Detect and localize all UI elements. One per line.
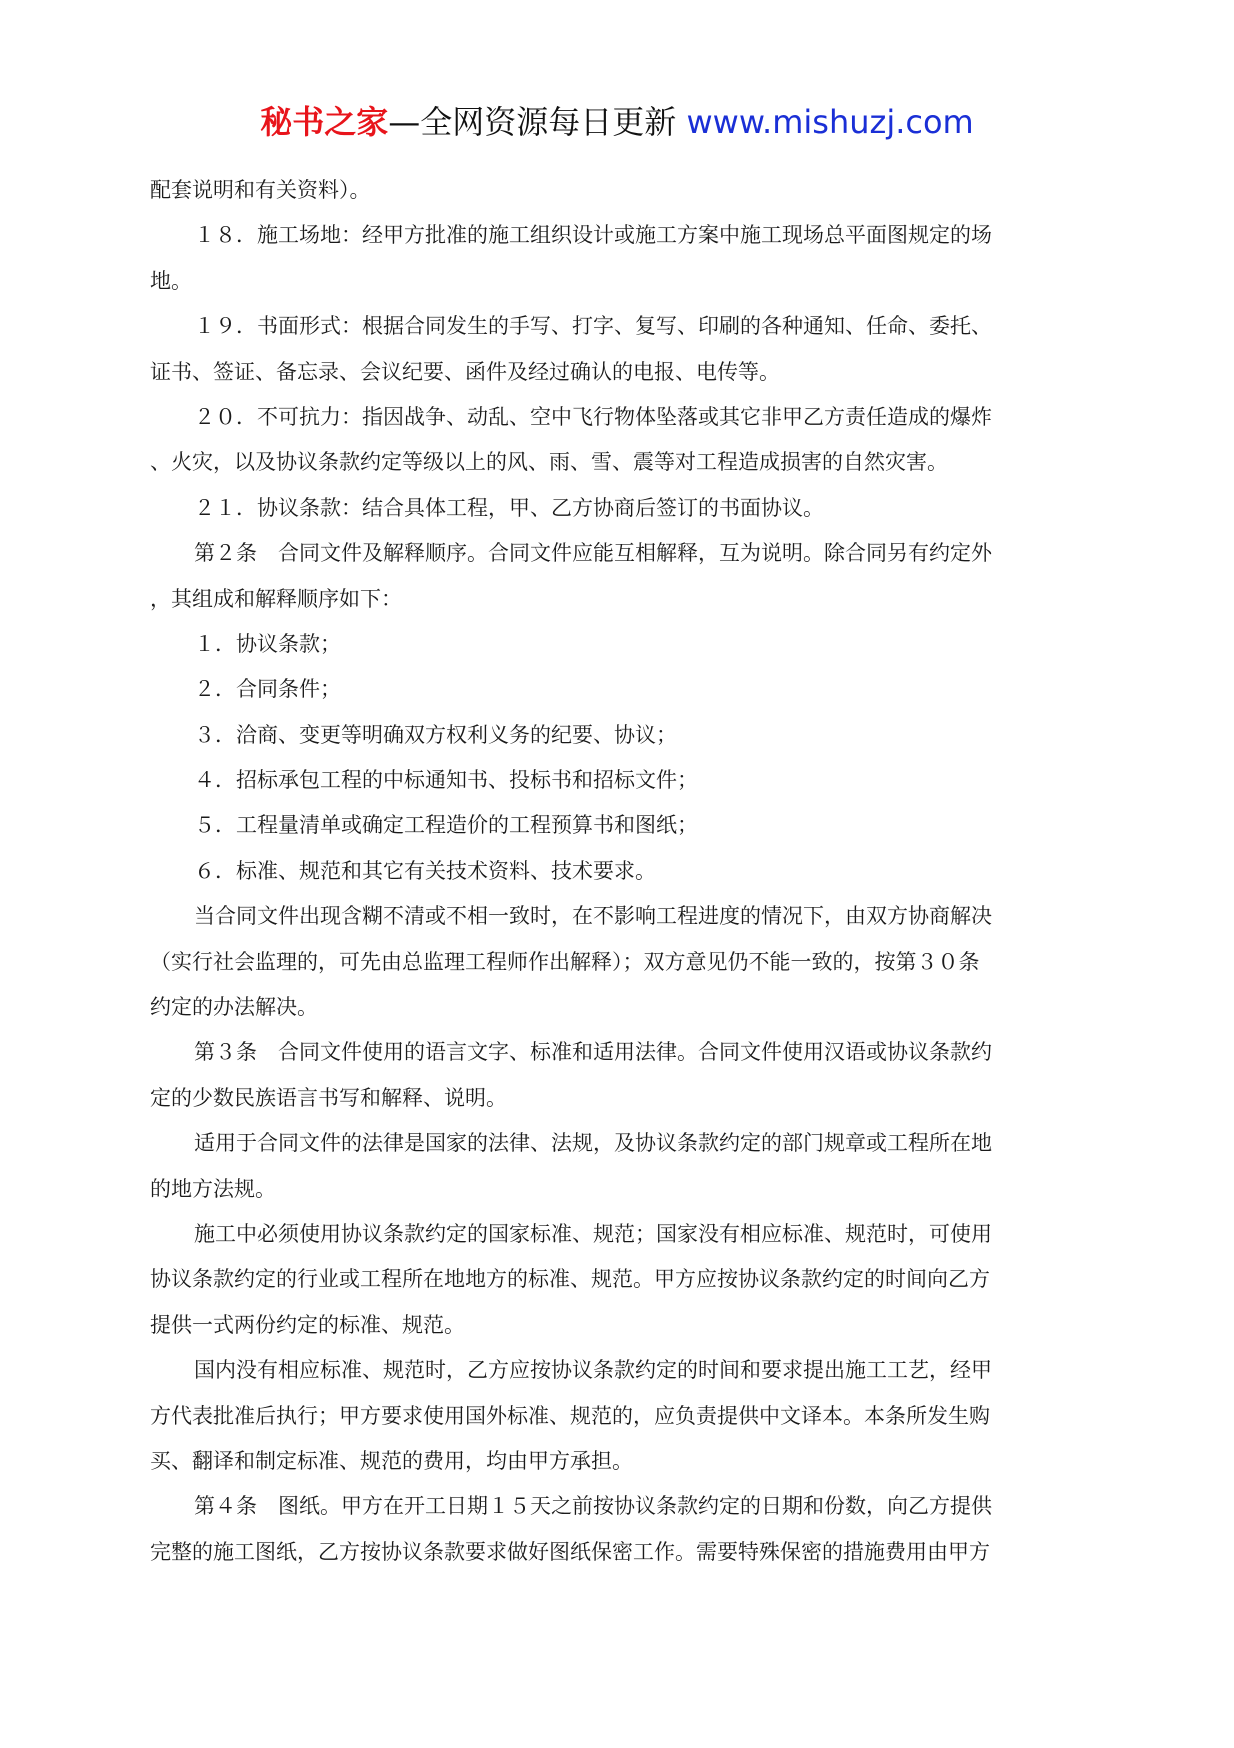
- text-line: １８．施工场地：经甲方批准的施工组织设计或施工方案中施工现场总平面图规定的场: [194, 223, 992, 248]
- text-line: 地。: [150, 268, 192, 293]
- site-url-link[interactable]: www.mishuzj.com: [676, 103, 974, 141]
- text-line: 适用于合同文件的法律是国家的法律、法规，及协议条款约定的部门规章或工程所在地: [194, 1131, 992, 1156]
- text-line: ５．工程量清单或确定工程造价的工程预算书和图纸；: [194, 813, 698, 838]
- text-line: 的地方法规。: [150, 1176, 276, 1201]
- text-line: 配套说明和有关资料）。: [150, 178, 371, 202]
- text-line: ６．标准、规范和其它有关技术资料、技术要求。: [194, 858, 656, 883]
- text-line: 完整的施工图纸，乙方按协议条款要求做好图纸保密工作。需要特殊保密的措施费用由甲方: [150, 1539, 990, 1564]
- text-line: 约定的办法解决。: [150, 995, 318, 1020]
- text-line: 施工中必须使用协议条款约定的国家标准、规范；国家没有相应标准、规范时，可使用: [194, 1221, 992, 1246]
- text-line: 第３条 合同文件使用的语言文字、标准和适用法律。合同文件使用汉语或协议条款约: [194, 1040, 992, 1065]
- text-line: １．协议条款；: [194, 631, 341, 656]
- text-line: ２．合同条件；: [194, 677, 341, 702]
- site-header: [0, 100, 1234, 144]
- text-line: 定的少数民族语言书写和解释、说明。: [150, 1085, 507, 1110]
- site-brand: 秘书之家: [260, 103, 389, 141]
- text-line: 提供一式两份约定的标准、规范。: [150, 1312, 465, 1337]
- text-line: １９．书面形式：根据合同发生的手写、打字、复写、印刷的各种通知、任命、委托、: [194, 314, 992, 339]
- text-line: ２１．协议条款：结合具体工程，甲、乙方协商后签订的书面协议。: [194, 495, 824, 520]
- document-body: [150, 168, 1030, 1575]
- text-line: 第４条 图纸。甲方在开工日期１５天之前按协议条款约定的日期和份数，向乙方提供: [194, 1494, 992, 1519]
- text-line: 、火灾，以及协议条款约定等级以上的风、雨、雪、震等对工程造成损害的自然灾害。: [150, 450, 948, 475]
- text-line: 第２条 合同文件及解释顺序。合同文件应能互相解释，互为说明。除合同另有约定外: [194, 541, 992, 566]
- text-line: 当合同文件出现含糊不清或不相一致时，在不影响工程进度的情况下，由双方协商解决: [194, 904, 992, 929]
- text-line: ４．招标承包工程的中标通知书、投标书和招标文件；: [194, 768, 698, 793]
- text-line: 买、翻译和制定标准、规范的费用，均由甲方承担。: [150, 1448, 633, 1473]
- text-line: 国内没有相应标准、规范时，乙方应按协议条款约定的时间和要求提出施工工艺，经甲: [194, 1358, 992, 1383]
- site-tagline: —全网资源每日更新: [388, 103, 677, 141]
- text-line: ３．洽商、变更等明确双方权利义务的纪要、协议；: [194, 722, 677, 747]
- text-line: ２０．不可抗力：指因战争、动乱、空中飞行物体坠落或其它非甲乙方责任造成的爆炸: [194, 404, 992, 429]
- text-line: 证书、签证、备忘录、会议纪要、函件及经过确认的电报、电传等。: [150, 359, 780, 384]
- text-line: ，其组成和解释顺序如下：: [150, 586, 402, 611]
- text-line: 方代表批准后执行；甲方要求使用国外标准、规范的，应负责提供中文译本。本条所发生购: [150, 1403, 990, 1428]
- text-line: 协议条款约定的行业或工程所在地地方的标准、规范。甲方应按协议条款约定的时间向乙方: [150, 1267, 990, 1292]
- text-line: （实行社会监理的，可先由总监理工程师作出解释）；双方意见仍不能一致的，按第３０条: [150, 949, 980, 974]
